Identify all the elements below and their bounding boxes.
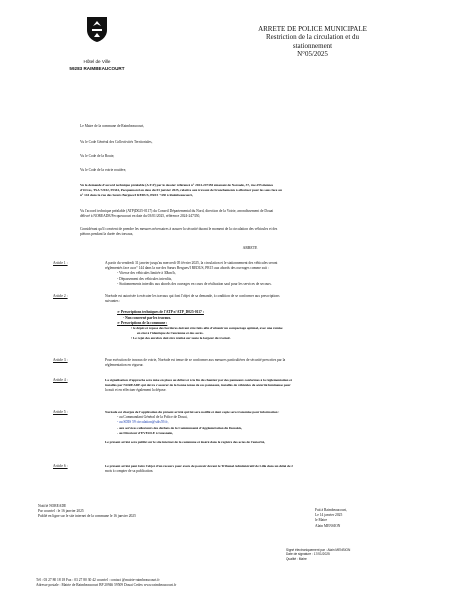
notification-block [38, 504, 258, 520]
article-5-line: - au Commandant Général de la Police de Douai, [117, 415, 188, 420]
article-4-line: La signalisation d'approche sera mise en place au début et à la fin du chantier par des panneaux conformes à la réglementation et [105, 378, 292, 382]
preamble-considering-line-1: Considérant qu'il convient de prendre les mesures nécessaires à assurer la sécurité durant le moment de la circulation des véhicules et des [80, 227, 278, 231]
signature-block [315, 508, 435, 529]
article-4-line: la nuit et en effectuer également la dépose. [105, 388, 167, 393]
article-1-body [105, 261, 405, 287]
town-hall-label: Hôtel de Ville [83, 59, 111, 64]
preamble-mayor: Le Maire de la commune de Raimbeaucourt, [80, 124, 145, 128]
article-5-line: - au Directeur d'EVEOLE à Guesnain, [117, 430, 174, 435]
article-6-line: mois à compter de sa publication. [105, 469, 154, 474]
town-postcode-label: 59283 RAIMBEAUCOURT [69, 66, 125, 71]
article-2-bullet: • le dépôt et repose des bordures doivent être faits afin d'obtenir un compactage optimal, avec une remise [131, 326, 283, 331]
article-2-bullet-text: le dépôt et repose des bordures doivent être faits afin d'obtenir un compactage optimal, avec une remise [133, 326, 283, 331]
article-3-line: réglementation en vigueur. [105, 363, 144, 368]
preamble-cgct: Vu le Code Général des Collectivités Territoriales, [80, 140, 153, 144]
preamble-code-route: Vu le Code de la Route, [80, 154, 115, 158]
esign-date: Date de signature : 17/01/2025 [286, 552, 330, 557]
preamble-code-voirie: Vu le Code de la voirie routière, [80, 168, 127, 172]
article-1-label: Article 1 : [53, 261, 68, 265]
esign-role: Qualité : Maire [286, 556, 307, 561]
preamble-atp-line-2: d'Orves, TSA 72102, 59344, Pacquemorel en date du 03 janvier 2025, relative aux travaux de branchements à effectuer pour les sous face au [80, 188, 282, 193]
signature-role: le Maire [315, 518, 328, 523]
preamble-atp-line-3: n° 144 dans la rue des Sœurs Bergues/I REDUS, PR15 +430 à Raimbeaucourt, [80, 193, 193, 198]
article-1-line: réglementés face au n° 144 dans la rue des Sœurs Bergues/I REDUS, PR15 aux abords des ouvrages comme suit : [105, 266, 269, 271]
article-2-bullet-text: Prescriptions techniques de l'ATP n°ATP_D025-0117 : [120, 310, 204, 315]
article-5-line: Le présent arrêté sera publié sur le site internet de la commune et inséré dans le registre des actes de l'autorité, [105, 440, 265, 445]
town-label [60, 58, 134, 72]
article-4-line: installés par NOREADE qui devra s'assurer de la bonne tenue de ces panneaux, installés de véhicules de sécurité lumineuse pour [105, 383, 291, 388]
electronic-signature-block [286, 548, 406, 561]
article-2-bullet: - Non concerné par les travaux. [123, 315, 172, 320]
preamble-atp-agreement-line-2: délivré à NOREADE/Fecqueucourt en date du 03/01/2025, référence 2024-247350, [80, 214, 201, 219]
article-5-line: - aux services collecteurs des déchets de la Communauté d'Agglomération du Douaisis, [117, 425, 243, 430]
subtitle-line-1: Restriction de la circulation et du [265, 33, 360, 42]
article-2-bullet: ➢ Prescriptions techniques de l'ATP n°ATP_D025-0117 : [117, 310, 204, 315]
published-online: Publié en ligne sur le site internet de la commune le 16 janvier 2025 [38, 514, 136, 519]
coat-of-arms-logo [86, 16, 108, 43]
article-6-line: Le présent arrêté peut faire l'objet d'un recours pour excès de pouvoir devant le Tribunal Administratif de Lille dans un délai de 2 [105, 464, 293, 468]
notified-by-email: Par courriel : le 16 janvier 2025 [38, 509, 84, 514]
document-header [240, 25, 385, 59]
article-1-line: A partir du vendredi 31 janvier jusqu'au mercredi 05 février 2025, la circulation et le stationnement des véhicules seront [105, 261, 278, 265]
esign-signer: Signé électroniquement par : Alain MENSION [286, 548, 351, 552]
article-4-body [105, 378, 405, 394]
preamble-atp-agreement-line-1: Vu l'accord technique préalable (ATP)D025-0117) du Conseil Départemental du Nord, direction de la Voirie, arrondissement de Douai [80, 209, 274, 213]
article-2-bullet-text: Non concerné par les travaux. [125, 315, 172, 320]
article-2-body [105, 294, 405, 342]
article-5-line: - au SDIS 59 circulation@sdis59.fr, [117, 420, 169, 425]
article-1-bullet: - Vitesse des véhicules limitée à 30km/h, [117, 271, 176, 276]
article-1-bullet: - Dépassement des véhicules interdits, [117, 276, 173, 281]
article-1-bullet-text: Stationnements interdits aux abords des ouvrages en cours de réalisation sauf pour les services de secours. [119, 281, 272, 286]
article-2-bullet-text: Prescriptions de la commune : [120, 320, 168, 325]
article-1-bullet-text: Dépassement des véhicules interdits, [119, 276, 173, 281]
article-5-line: Noréade est chargée de l'application du présent arrêté qui lui sera notifié et dont copie sera transmise pour information : [105, 410, 280, 414]
signature-date: Le 14 janvier 2025 [315, 513, 343, 518]
article-2-bullet: ➢ Prescriptions de la commune : [117, 320, 168, 325]
preamble-considering [80, 227, 407, 237]
footer-address: Adresse postale : Mairie de Raimbeaucourt BP 20946 59509 Douai Cedex www.raimbeaucourt.fr [36, 583, 177, 588]
article-3-body [105, 358, 405, 368]
preamble-atp-line-1: Vu la demande d'accord technique préalable (A.T.P) par le dossier référencé n° 2024-247350 émanant de Noreade, 37, rue d'Estiennes [80, 183, 274, 187]
article-3-line: Pour exécution de travaux de voirie, Noréade est tenue de se conformer aux mesures particulières de sécurité prescrites par la [105, 358, 286, 362]
article-5-label: Article 5 : [53, 410, 68, 414]
article-2-line: suivantes : [105, 299, 121, 304]
article-2-line: Noréade est autorisée à exécuter les travaux qui font l'objet de sa demande, à condition de se conformer aux prescriptions [105, 294, 280, 298]
article-1-bullet: - Stationnements interdits aux abords des ouvrages en cours de réalisation sauf pour les services de secours. [117, 281, 272, 286]
article-3-label: Article 3 : [53, 358, 68, 362]
article-6-label: Article 6 : [53, 464, 68, 468]
signatory-name: Alain MENSION [315, 523, 341, 528]
page-title: ARRETE DE POLICE MUNICIPALE [258, 25, 367, 33]
preamble-atp-agreement [80, 209, 407, 219]
article-4-label: Article 4 : [53, 378, 68, 382]
subtitle-line-2: stationnement [292, 41, 333, 50]
article-6-body [105, 464, 405, 474]
notified-to: Notifié NOREADE [38, 504, 67, 508]
page-footer [36, 578, 336, 588]
order-number: N°05/2025 [297, 50, 328, 59]
article-2-label: Article 2 : [53, 294, 68, 298]
signed-at: Fait à Raimbeaucourt, [315, 508, 347, 512]
footer-contact: Tél : 03 27 80 18 18 Fax : 03 27 80 30 42 courriel : contact @mairie-raimbeaucourt.fr [36, 578, 160, 582]
article-2-bullet-text: en état à l'identique de l'ancienne et des accès. [137, 331, 204, 336]
preamble-atp-request [80, 183, 407, 199]
article-2-bullet-text: Le rejet des enrobés doit être réalisé sur toute la largeur du trottoir. [133, 336, 231, 341]
arrete-title: ARRETE [242, 246, 258, 250]
article-5-body [105, 410, 405, 445]
article-2-bullet: • Le rejet des enrobés doit être réalisé sur toute la largeur du trottoir. [131, 336, 231, 341]
preamble-considering-line-2: piétons pendant la durée des travaux, [80, 232, 134, 237]
article-1-bullet-text: Vitesse des véhicules limitée à 30km/h, [119, 271, 176, 276]
